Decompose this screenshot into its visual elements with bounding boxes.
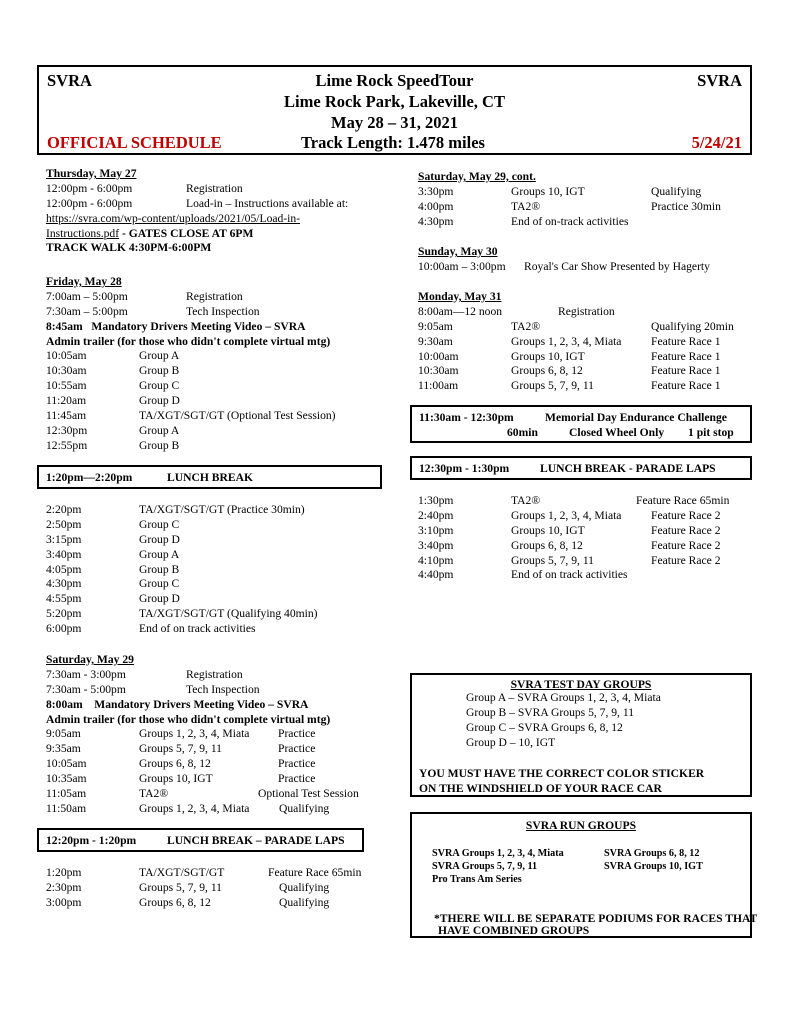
admin-trailer-note: Admin trailer (for those who didn't complete virtual mtg) bbox=[46, 712, 331, 726]
schedule-row bbox=[46, 548, 396, 563]
sticker-notice-line2: ON THE WINDSHIELD OF YOUR RACE CAR bbox=[419, 782, 662, 795]
activity: Registration bbox=[186, 667, 243, 681]
time: 3:30pm bbox=[418, 184, 454, 198]
activity: Groups 6, 8, 12 bbox=[511, 364, 583, 378]
endurance-time: 11:30am - 12:30pm bbox=[419, 411, 514, 424]
friday-lunch-box bbox=[37, 465, 382, 489]
time: 4:30pm bbox=[46, 577, 82, 591]
thursday-section bbox=[46, 167, 396, 256]
activity: Groups 10, IGT bbox=[511, 349, 585, 363]
endurance-type: Closed Wheel Only bbox=[569, 426, 665, 439]
time: 3:15pm bbox=[46, 532, 82, 546]
run-groups-box bbox=[410, 812, 758, 938]
time: 9:35am bbox=[46, 742, 81, 756]
time: 3:00pm bbox=[46, 895, 82, 909]
activity: TA2® bbox=[511, 494, 541, 507]
activity: Groups 5, 7, 9, 11 bbox=[511, 553, 594, 567]
time: 10:55am bbox=[46, 379, 87, 393]
schedule-row bbox=[46, 802, 396, 817]
day-heading: Monday, May 31 bbox=[418, 290, 502, 303]
lunch-time: 12:20pm - 1:20pm bbox=[46, 834, 137, 847]
schedule-row bbox=[46, 787, 396, 802]
lunch-label: LUNCH BREAK bbox=[167, 471, 253, 484]
time: 4:40pm bbox=[418, 568, 454, 582]
monday-afternoon bbox=[418, 494, 758, 583]
activity: Group C bbox=[139, 517, 180, 531]
session-type: Optional Test Session bbox=[258, 787, 359, 801]
session-type: Feature Race 65min bbox=[268, 866, 362, 879]
schedule-row bbox=[46, 394, 396, 409]
day-heading: Sunday, May 30 bbox=[418, 245, 498, 258]
monday-lunch-box bbox=[410, 456, 752, 480]
lunch-time: 12:30pm - 1:30pm bbox=[419, 462, 510, 475]
schedule-row bbox=[46, 533, 396, 548]
activity: Groups 5, 7, 9, 11 bbox=[511, 379, 594, 393]
load-in-link[interactable]: https://svra.com/wp-content/uploads/2021/05/Load-in- bbox=[46, 211, 301, 225]
header-left-org: SVRA bbox=[47, 71, 92, 90]
schedule-row bbox=[46, 727, 396, 742]
activity: TA/XGT/SGT/GT bbox=[139, 866, 225, 879]
time: 2:30pm bbox=[46, 880, 82, 894]
saturday-afternoon bbox=[46, 866, 396, 911]
schedule-row bbox=[418, 200, 758, 215]
schedule-row bbox=[46, 409, 396, 424]
track-walk-note: TRACK WALK 4:30PM-6:00PM bbox=[46, 241, 212, 255]
activity: Group A bbox=[139, 547, 180, 561]
friday-afternoon bbox=[46, 503, 396, 637]
time: 11:45am bbox=[46, 409, 87, 423]
sunday-section bbox=[418, 245, 758, 275]
activity: End of on track activities bbox=[139, 622, 256, 636]
time: 2:20pm bbox=[46, 503, 82, 516]
podium-note-line1: *THERE WILL BE SEPARATE PODIUMS FOR RACES THAT bbox=[434, 912, 758, 925]
test-day-group: Group A – SVRA Groups 1, 2, 3, 4, Miata bbox=[466, 691, 661, 704]
activity: TA/XGT/SGT/GT (Practice 30min) bbox=[139, 503, 305, 516]
schedule-row bbox=[46, 742, 396, 757]
endurance-title: Memorial Day Endurance Challenge bbox=[545, 411, 727, 424]
schedule-row bbox=[46, 439, 396, 454]
event-title: Lime Rock SpeedTour bbox=[315, 71, 474, 90]
activity: Tech Inspection bbox=[186, 304, 260, 318]
schedule-row bbox=[46, 896, 396, 911]
session-type: Feature Race 65min bbox=[636, 494, 730, 507]
time: 12:00pm - 6:00pm bbox=[46, 196, 133, 210]
schedule-row bbox=[46, 364, 396, 379]
time: 1:20pm bbox=[46, 866, 82, 879]
time: 3:40pm bbox=[46, 547, 82, 561]
run-group: Pro Trans Am Series bbox=[432, 874, 522, 885]
schedule-row bbox=[46, 577, 396, 592]
header-right-org: SVRA bbox=[697, 71, 742, 90]
header-box bbox=[37, 65, 752, 155]
time: 12:30pm bbox=[46, 423, 88, 437]
activity: Registration bbox=[558, 304, 615, 318]
official-schedule-label: OFFICIAL SCHEDULE bbox=[47, 133, 222, 152]
activity: Tech Inspection bbox=[186, 682, 260, 696]
schedule-row bbox=[418, 215, 758, 230]
session-type: Qualifying bbox=[651, 184, 702, 198]
session-type: Feature Race 1 bbox=[651, 379, 721, 393]
session-type: Practice bbox=[278, 742, 316, 756]
activity: Groups 1, 2, 3, 4, Miata bbox=[139, 727, 250, 741]
activity: Group D bbox=[139, 592, 180, 606]
schedule-row bbox=[46, 866, 396, 881]
time: 7:00am – 5:00pm bbox=[46, 289, 128, 303]
activity: Group A bbox=[139, 423, 180, 437]
schedule-row bbox=[46, 757, 396, 772]
day-heading: Saturday, May 29 bbox=[46, 653, 134, 666]
time: 7:30am – 5:00pm bbox=[46, 304, 128, 318]
session-type: Feature Race 2 bbox=[651, 523, 721, 537]
session-type: Practice bbox=[278, 772, 316, 786]
event-dates: May 28 – 31, 2021 bbox=[331, 113, 458, 132]
time: 10:00am – 3:00pm bbox=[418, 259, 506, 273]
session-type: Feature Race 1 bbox=[651, 349, 721, 363]
activity: Group B bbox=[139, 562, 180, 576]
schedule-row bbox=[418, 185, 758, 200]
track-length: Track Length: 1.478 miles bbox=[301, 133, 485, 152]
activity: Groups 10, IGT bbox=[139, 772, 213, 786]
schedule-row bbox=[418, 568, 758, 583]
session-type: Practice bbox=[278, 757, 316, 771]
activity: Groups 1, 2, 3, 4, Miata bbox=[139, 801, 250, 815]
time: 4:55pm bbox=[46, 592, 82, 606]
activity: Groups 10, IGT bbox=[511, 184, 585, 198]
saturday-section bbox=[46, 653, 396, 817]
time: 10:30am bbox=[46, 364, 87, 378]
session-type: Feature Race 2 bbox=[651, 508, 721, 522]
run-group: SVRA Groups 10, IGT bbox=[604, 861, 703, 872]
session-type: Qualifying bbox=[279, 895, 330, 909]
drivers-meeting: 8:00am Mandatory Drivers Meeting Video – SVRA bbox=[46, 697, 309, 711]
session-type: Practice 30min bbox=[651, 199, 721, 213]
drivers-meeting: 8:45am Mandatory Drivers Meeting Video – SVRA bbox=[46, 319, 306, 333]
sticker-notice-line1: YOU MUST HAVE THE CORRECT COLOR STICKER bbox=[419, 767, 705, 780]
test-day-title: SVRA TEST DAY GROUPS bbox=[510, 678, 652, 691]
time: 4:30pm bbox=[418, 214, 454, 228]
time: 10:05am bbox=[46, 757, 87, 771]
activity: TA2® bbox=[139, 787, 169, 801]
time: 5:20pm bbox=[46, 607, 82, 621]
activity: Group C bbox=[139, 379, 180, 393]
time: 9:05am bbox=[46, 727, 81, 741]
activity: Groups 6, 8, 12 bbox=[139, 757, 211, 771]
test-day-group: Group C – SVRA Groups 6, 8, 12 bbox=[466, 720, 623, 734]
schedule-row bbox=[418, 379, 758, 394]
time: 12:00pm - 6:00pm bbox=[46, 181, 133, 195]
lunch-label: LUNCH BREAK - PARADE LAPS bbox=[540, 462, 716, 475]
saturday-lunch-box bbox=[37, 828, 364, 852]
schedule-row bbox=[46, 607, 396, 622]
day-heading: Thursday, May 27 bbox=[46, 167, 137, 180]
schedule-row bbox=[418, 524, 758, 539]
time: 7:30am - 5:00pm bbox=[46, 682, 126, 696]
activity: Registration bbox=[186, 181, 243, 195]
schedule-row bbox=[46, 503, 396, 518]
endurance-pit-stop: 1 pit stop bbox=[688, 426, 734, 439]
time: 9:05am bbox=[418, 319, 453, 333]
time: 10:35am bbox=[46, 772, 87, 786]
time: 2:40pm bbox=[418, 508, 454, 522]
time: 9:30am bbox=[418, 334, 453, 348]
activity: End of on-track activities bbox=[511, 214, 629, 228]
activity: TA2® bbox=[511, 319, 541, 333]
schedule-row bbox=[418, 509, 758, 524]
time: 7:30am - 3:00pm bbox=[46, 667, 126, 681]
friday-section bbox=[46, 275, 396, 454]
day-heading: Friday, May 28 bbox=[46, 275, 122, 288]
time: 2:50pm bbox=[46, 517, 82, 531]
run-groups-title: SVRA RUN GROUPS bbox=[525, 819, 637, 832]
test-day-group: Group D – 10, IGT bbox=[466, 735, 556, 749]
saturday-cont-section bbox=[418, 170, 758, 230]
activity: TA/XGT/SGT/GT (Optional Test Session) bbox=[139, 409, 336, 423]
time: 11:20am bbox=[46, 394, 87, 408]
time: 10:05am bbox=[46, 349, 87, 363]
session-type: Feature Race 1 bbox=[651, 364, 721, 378]
schedule-row bbox=[46, 349, 396, 364]
activity: Group B bbox=[139, 364, 180, 378]
time: 10:30am bbox=[418, 364, 459, 378]
schedule-row bbox=[418, 350, 758, 365]
schedule-row bbox=[46, 622, 396, 637]
time: 3:10pm bbox=[418, 523, 454, 537]
activity: Groups 5, 7, 9, 11 bbox=[139, 742, 222, 756]
endurance-length: 60min bbox=[507, 426, 538, 439]
run-group: SVRA Groups 5, 7, 9, 11 bbox=[432, 861, 538, 872]
schedule-row bbox=[46, 424, 396, 439]
test-day-groups-box bbox=[410, 673, 752, 797]
podium-note-line2: HAVE COMBINED GROUPS bbox=[438, 924, 590, 937]
activity: Registration bbox=[186, 289, 243, 303]
revision-date: 5/24/21 bbox=[691, 133, 742, 152]
schedule-row bbox=[418, 494, 758, 509]
time: 11:50am bbox=[46, 801, 87, 815]
time: 11:00am bbox=[418, 379, 459, 393]
activity: Load-in – Instructions available at: bbox=[186, 196, 349, 210]
time: 4:05pm bbox=[46, 562, 82, 576]
schedule-row bbox=[418, 320, 758, 335]
lunch-time: 1:20pm—2:20pm bbox=[46, 471, 133, 484]
monday-section bbox=[418, 290, 758, 394]
endurance-challenge-box bbox=[410, 405, 752, 443]
schedule-row bbox=[46, 379, 396, 394]
time: 10:00am bbox=[418, 349, 459, 363]
activity: Group D bbox=[139, 394, 180, 408]
schedule-row bbox=[46, 881, 396, 896]
activity: Group A bbox=[139, 349, 180, 363]
test-day-group: Group B – SVRA Groups 5, 7, 9, 11 bbox=[466, 705, 635, 719]
session-type: Qualifying 20min bbox=[651, 319, 734, 333]
session-type: Qualifying bbox=[279, 880, 330, 894]
activity: Groups 10, IGT bbox=[511, 523, 585, 537]
time: 4:00pm bbox=[418, 199, 454, 213]
time: 11:05am bbox=[46, 787, 87, 801]
schedule-row bbox=[418, 364, 758, 379]
run-group: SVRA Groups 6, 8, 12 bbox=[604, 848, 700, 859]
run-group: SVRA Groups 1, 2, 3, 4, Miata bbox=[432, 848, 564, 859]
activity: End of on track activities bbox=[511, 568, 628, 582]
session-type: Feature Race 2 bbox=[651, 553, 721, 567]
activity: Groups 1, 2, 3, 4, Miata bbox=[511, 508, 622, 522]
activity: Groups 6, 8, 12 bbox=[139, 895, 211, 909]
activity: Groups 5, 7, 9, 11 bbox=[139, 880, 222, 894]
time: 4:10pm bbox=[418, 553, 454, 567]
activity: Group B bbox=[139, 438, 180, 452]
gates-close-note: - GATES CLOSE AT 6PM bbox=[119, 226, 254, 240]
admin-trailer-note: Admin trailer (for those who didn't complete virtual mtg) bbox=[46, 334, 331, 348]
schedule-row bbox=[46, 592, 396, 607]
session-type: Feature Race 2 bbox=[651, 538, 721, 552]
session-type: Feature Race 1 bbox=[651, 334, 721, 348]
activity: Groups 6, 8, 12 bbox=[511, 538, 583, 552]
schedule-row bbox=[46, 772, 396, 787]
activity: Group C bbox=[139, 577, 180, 591]
activity: TA2® bbox=[511, 199, 541, 213]
activity: Royal's Car Show Presented by Hagerty bbox=[524, 259, 710, 273]
time: 8:00am—12 noon bbox=[418, 304, 503, 318]
load-in-link-cont[interactable]: Instructions.pdf bbox=[46, 226, 120, 240]
schedule-row bbox=[418, 554, 758, 569]
schedule-row bbox=[418, 335, 758, 350]
lunch-label: LUNCH BREAK – PARADE LAPS bbox=[167, 834, 345, 847]
event-location: Lime Rock Park, Lakeville, CT bbox=[284, 92, 505, 111]
day-heading: Saturday, May 29, cont. bbox=[418, 170, 536, 183]
activity: Group D bbox=[139, 532, 180, 546]
time: 3:40pm bbox=[418, 538, 454, 552]
time: 12:55pm bbox=[46, 438, 88, 452]
activity: Groups 1, 2, 3, 4, Miata bbox=[511, 334, 622, 348]
session-type: Practice bbox=[278, 727, 316, 741]
time: 6:00pm bbox=[46, 622, 82, 636]
schedule-row bbox=[418, 539, 758, 554]
schedule-row bbox=[46, 563, 396, 578]
activity: TA/XGT/SGT/GT (Qualifying 40min) bbox=[139, 607, 318, 621]
time: 1:30pm bbox=[418, 494, 454, 507]
session-type: Qualifying bbox=[279, 801, 330, 815]
schedule-row bbox=[46, 518, 396, 533]
